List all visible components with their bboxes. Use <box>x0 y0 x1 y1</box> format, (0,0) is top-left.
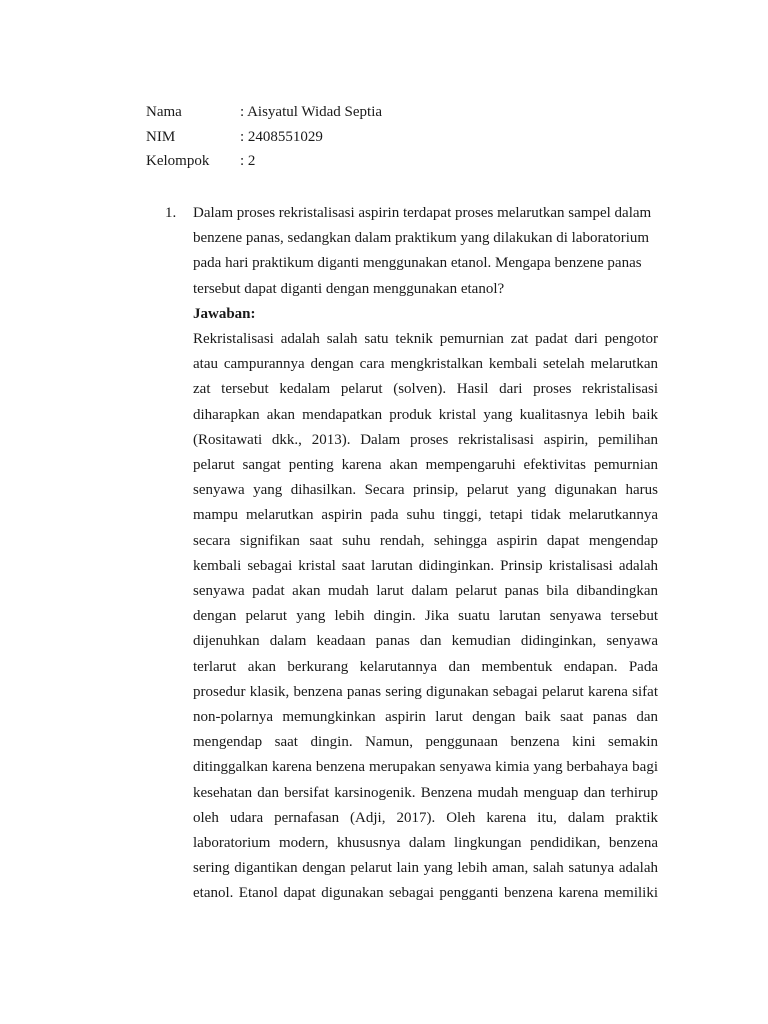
question-number: 1. <box>165 205 177 221</box>
question-body <box>193 201 658 907</box>
identity-row-nim <box>146 125 382 150</box>
identity-value: : 2 <box>240 153 256 169</box>
question-item <box>165 201 660 907</box>
identity-value: : 2408551029 <box>240 128 323 145</box>
question-text: Dalam proses rekristalisasi aspirin terdapat proses melarutkan sampel dalam benzene panas, sedangkan dalam praktikum yang dilakukan di laboratorium pada hari praktikum diganti menggunakan etanol. Mengapa benzene panas tersebut dapat diganti dengan menggunakan etanol? <box>193 205 652 297</box>
question-list <box>165 201 660 907</box>
answer-text: Rekristalisasi adalah salah satu teknik pemurnian zat padat dari pengotor atau campurannya dengan cara mengkristalkan kembali setelah melarutkan zat tersebut kedalam pelarut (solven). Hasil dari proses rekristalisasi diharapkan akan mendapatkan produk kristal yang kualitasnya lebih baik (Rositawati dkk., 2013). Dalam proses rekristalisasi aspirin, pemilihan pelarut sangat penting karena akan mempengaruhi efektivitas pemurnian senyawa yang dihasilkan. Secara prinsip, pelarut yang digunakan harus mampu melarutkan aspirin pada suhu tinggi, tetapi tidak melarutkannya secara signifikan saat suhu rendah, sehingga aspirin dapat mengendap kembali sebagai kristal saat larutan didinginkan. Prinsip kristalisasi adalah senyawa padat akan mudah larut dalam pelarut panas bila dibandingkan dengan pelarut yang lebih dingin. Jika suatu larutan senyawa tersebut dijenuhkan dalam keadaan panas dan kemudian didinginkan, senyawa terlarut akan berkurang kelarutannya dan membentuk endapan. Pada prosedur klasik, benzena panas sering digunakan sebagai pelarut karena sifat non-polarnya memungkinkan aspirin larut dengan baik saat panas dan mengendap saat dingin. Namun, penggunaan benzena kini semakin ditinggalkan karena benzena merupakan senyawa kimia yang berbahaya bagi kesehatan dan bersifat karsinogenik. Benzena mudah menguap dan terhirup oleh udara pernafasan (Adji, 2017). Oleh karena itu, dalam praktik laboratorium modern, khususnya dalam lingkungan pendidikan, benzena sering digantikan dengan pelarut lain yang lebih aman, salah satunya adalah etanol. Etanol dapat digunakan sebagai pengganti benzena karena memiliki <box>193 331 658 902</box>
identity-label: NIM <box>146 128 176 145</box>
identity-row-name <box>146 100 382 125</box>
identity-label: Nama <box>146 104 182 120</box>
identity-value: : Aisyatul Widad Septia <box>240 104 383 120</box>
identity-row-group <box>146 149 382 174</box>
identity-block <box>146 100 382 174</box>
identity-label: Kelompok <box>146 153 210 169</box>
answer-label: Jawaban: <box>193 305 256 322</box>
